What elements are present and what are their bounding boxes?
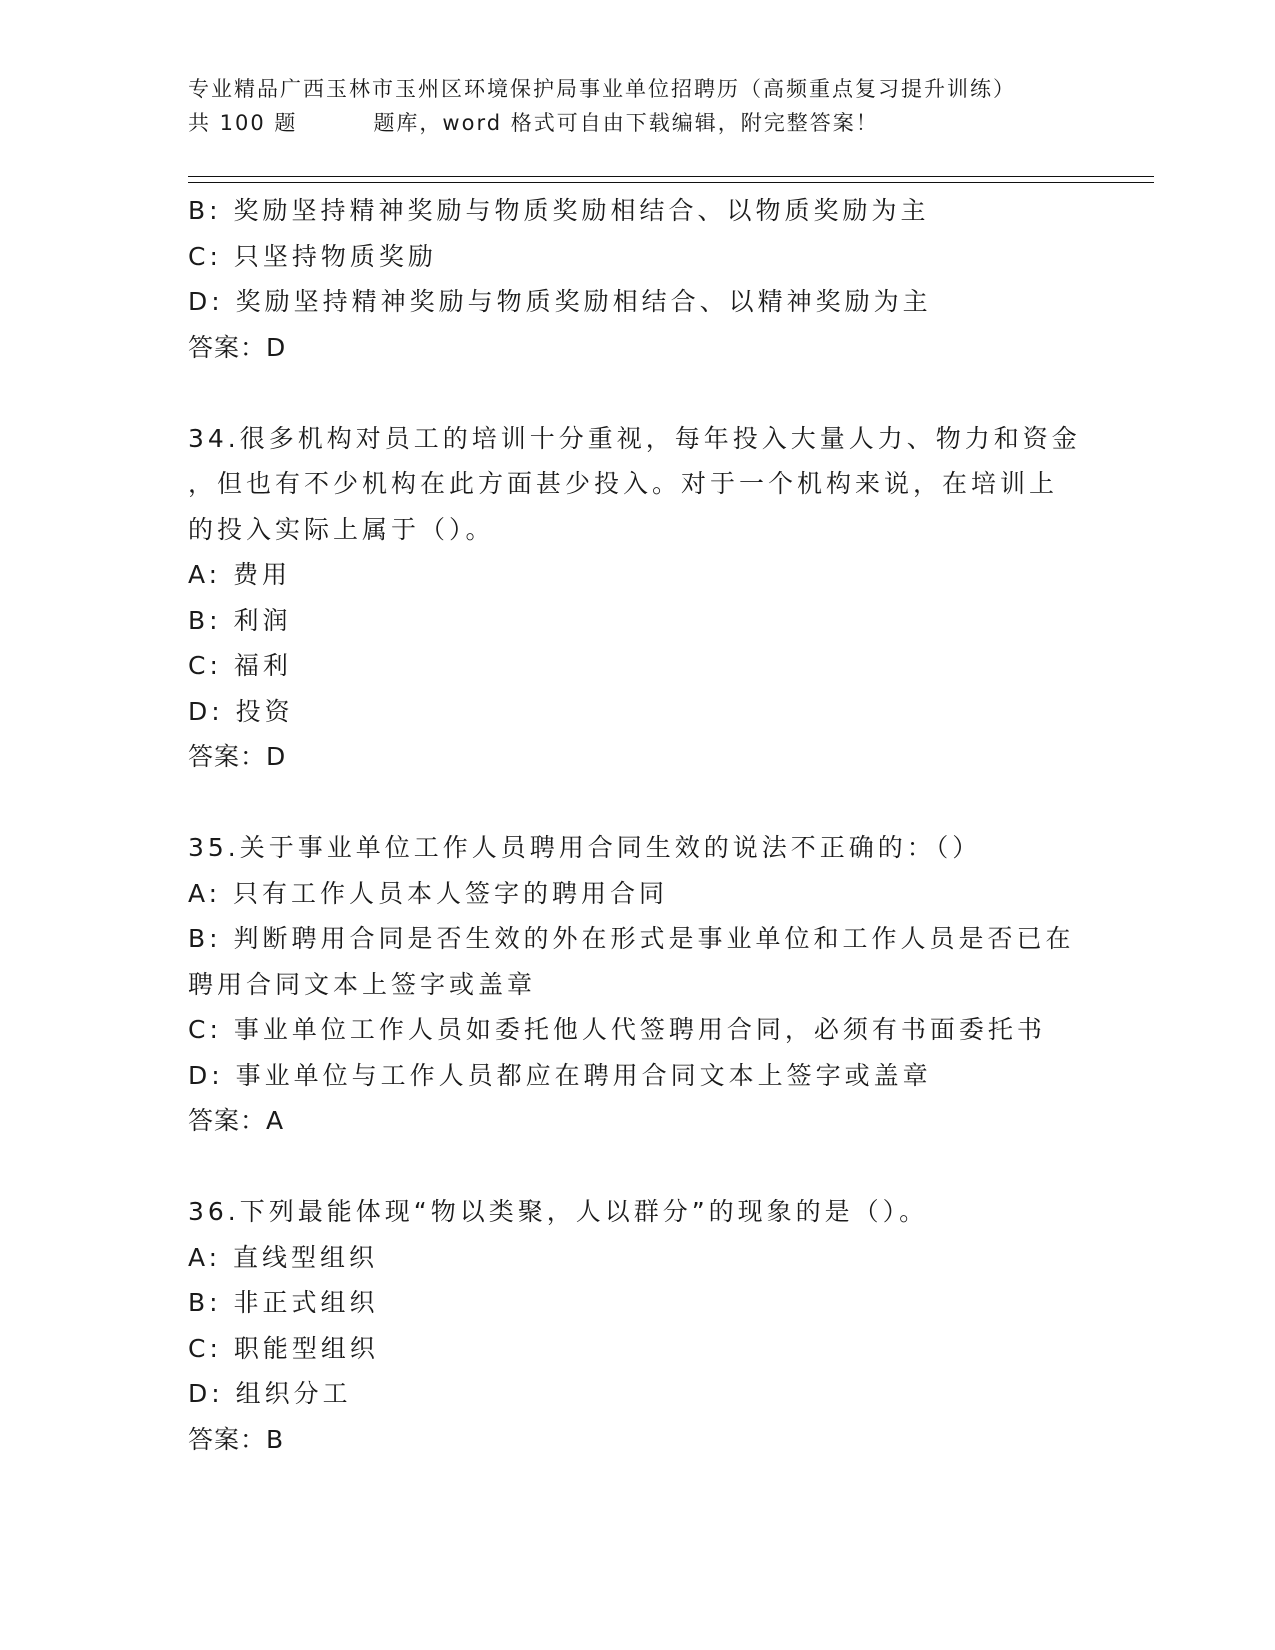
header-rule-top [188,176,1154,177]
download-note: 题库，word 格式可自由下载编辑，附完整答案！ [373,111,879,135]
option-a: A: 只有工作人员本人签字的聘用合同 [188,878,669,908]
question-count: 共 100 题 [188,111,298,135]
answer-line: 答案：B [188,1424,285,1454]
header-subtitle-line [188,106,1088,140]
option-b: B: 非正式组织 [188,1288,379,1317]
option-b: B: 奖励坚持精神奖励与物质奖励相结合、以物质奖励为主 [188,196,930,225]
question-text: ，但也有不少机构在此方面甚少投入。对于一个机构来说，在培训上 [188,469,1059,498]
answer-line: 答案：D [188,332,287,362]
option-c: C: 事业单位工作人员如委托他人代签聘用合同，必须有书面委托书 [188,1015,1046,1044]
option-a: A: 直线型组织 [188,1242,379,1272]
option-b-continued: 聘用合同文本上签字或盖章 [188,969,537,999]
option-b: B: 利润 [188,605,292,635]
option-c: C: 福利 [188,651,292,680]
document-body [188,188,1088,1462]
header-rule-bottom [188,182,1154,183]
option-d: D: 组织分工 [188,1379,352,1408]
document-header [188,72,1088,140]
question-34 [188,416,1088,780]
option-d: D: 事业单位与工作人员都应在聘用合同文本上签字或盖章 [188,1060,932,1090]
question-text: 的投入实际上属于（）。 [188,514,495,544]
option-a: A: 费用 [188,560,292,589]
option-b: B: 判断聘用合同是否生效的外在形式是事业单位和工作人员是否已在 [188,924,1075,953]
option-c: C: 职能型组织 [188,1333,379,1363]
option-d: D: 奖励坚持精神奖励与物质奖励相结合、以精神奖励为主 [188,287,932,316]
question-text: 35.关于事业单位工作人员聘用合同生效的说法不正确的：（） [188,833,982,862]
option-d: D: 投资 [188,696,294,726]
question-continuation [188,188,1088,370]
answer-line: 答案：D [188,742,287,771]
question-text: 36.下列最能体现“物以类聚，人以群分”的现象的是（）。 [188,1197,929,1226]
header-title-line: 专业精品广西玉林市玉州区环境保护局事业单位招聘历（高频重点复习提升训练） [188,77,1016,101]
question-text: 34.很多机构对员工的培训十分重视，每年投入大量人力、物力和资金 [188,423,1081,453]
option-c: C: 只坚持物质奖励 [188,241,437,271]
question-35 [188,825,1088,1144]
question-36 [188,1189,1088,1462]
answer-line: 答案：A [188,1106,285,1135]
